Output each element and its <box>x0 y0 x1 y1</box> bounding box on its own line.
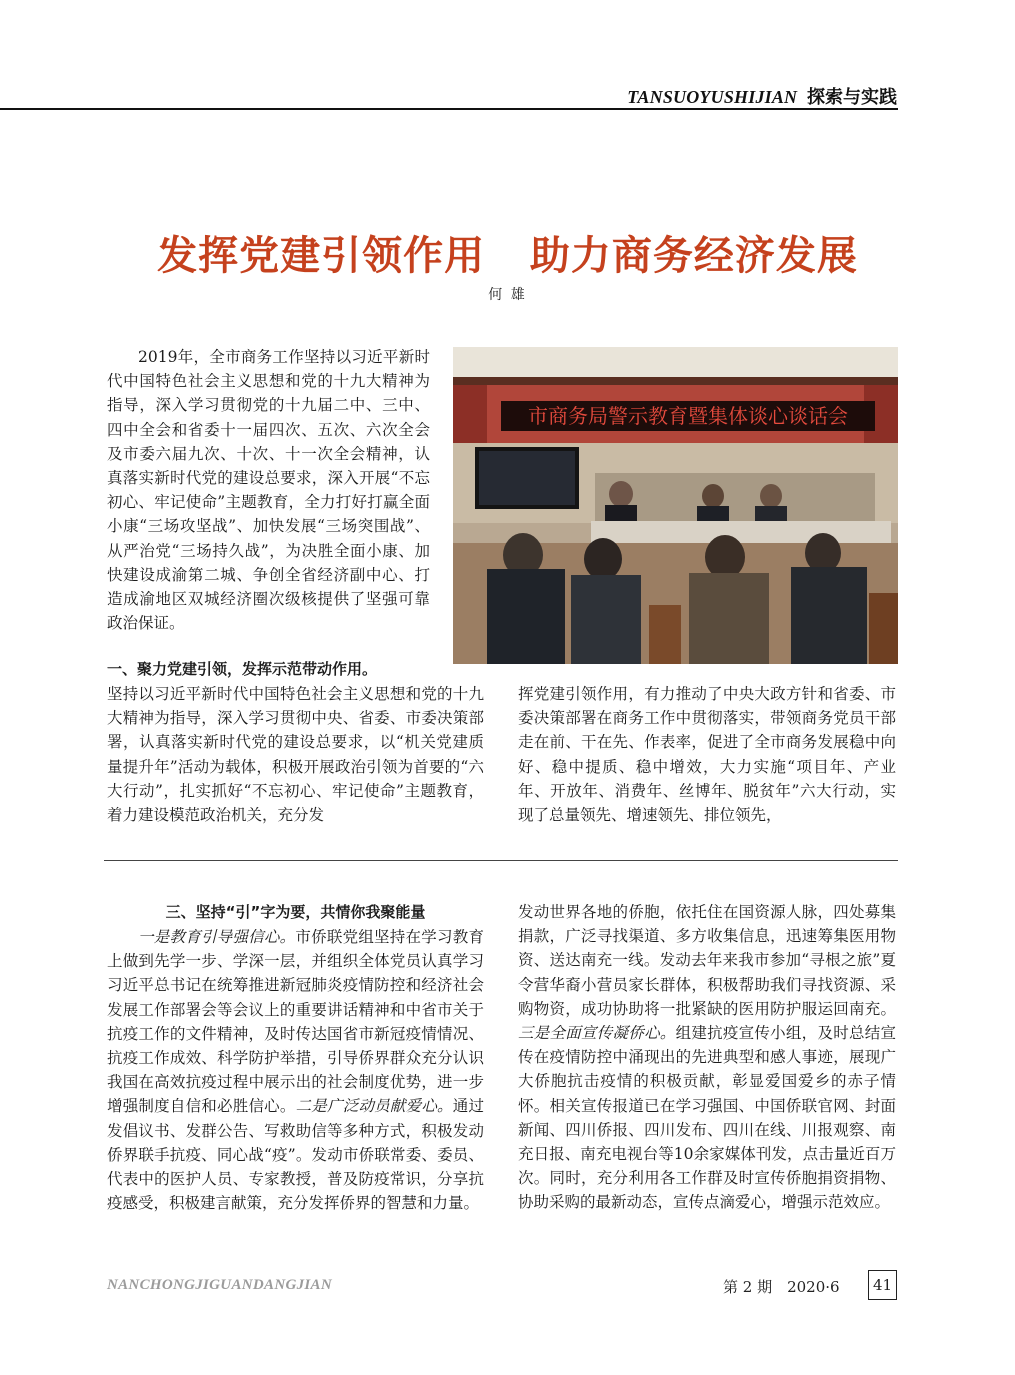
intro-paragraph <box>107 345 430 635</box>
footer-issue: 第 2 期 2020·6 <box>723 1278 840 1296</box>
article-title: 发挥党建引领作用 助力商务经济发展 <box>157 232 858 279</box>
section3-left-column <box>107 925 484 1215</box>
section3-right-column <box>518 900 896 1215</box>
section1-heading: 一、聚力党建引领，发挥示范带动作用。 <box>107 660 378 678</box>
section3-text-right: 发动世界各地的侨胞，依托住在国资源人脉，四处募集捐款，广泛寻找渠道、多方收集信息，迅速筹集医用物资、送达南充一线。发动去年来我市参加“寻根之旅”夏令营华裔小营员家长群体，积极帮助我们寻找资源、采购物资，成功协助将一批紧缺的医用防护服运回南充。 <box>518 903 896 1018</box>
section3-lead-2: 二是广泛动员献爱心。 <box>295 1097 453 1116</box>
section-divider <box>104 860 898 861</box>
header-english: TANSUOYUSHIJIAN <box>627 87 798 107</box>
page-number: 41 <box>868 1270 897 1300</box>
section1-left-column <box>107 682 484 827</box>
section1-right-text: 挥党建引领作用，有力推动了中央大政方针和省委、市委决策部署在商务工作中贯彻落实，带领商务党员干部走在前、干在先、作表率，促进了全市商务发展稳中向好、稳中提质、稳中增效，大力实施“项目年、产业年、开放年、消费年、丝博年、脱贫年”六大行动，实现了总量领先、增速领先、排位领先， <box>518 685 896 825</box>
running-header <box>627 83 897 109</box>
section3-paragraph-right <box>518 900 896 1215</box>
section3-heading: 三、坚持“引”字为要，共情你我聚能量 <box>165 903 426 921</box>
footer-journal-name: NANCHONGJIGUANDANGJIAN <box>107 1277 332 1293</box>
section3-lead-1: 一是教育引导强信心。 <box>138 928 296 946</box>
section3-lead-3: 三是全面宣传凝侨心。 <box>518 1024 676 1043</box>
section1-right-column <box>518 682 896 827</box>
section3-paragraph-1 <box>107 925 484 1215</box>
header-chinese: 探索与实践 <box>807 87 897 108</box>
intro-text: 2019年，全市商务工作坚持以习近平新时代中国特色社会主义思想和党的十九大精神为指导，深入学习贯彻党的十九届二中、三中、四中全会和省委十一届四次、五次、六次全会及市委六届九次、十次、十一次全会精神，认真落实新时代党的建设总要求，深入开展“不忘初心、牢记使命”主题教育，全力打好打赢全面小康“三场攻坚战”、加快发展“三场突围战”、从严治党“三场持久战”，为决胜全面小康、加快建设成渝第二城、争创全省经济副中心、打造成渝地区双城经济圈次级核提供了坚强可靠政治保证。 <box>107 348 430 633</box>
meeting-photo <box>453 347 898 664</box>
photo-banner-text: 市商务局警示教育暨集体谈心谈话会 <box>528 404 848 428</box>
section3-text-2: 通过发倡议书、发群公告、写救助信等多种方式，积极发动侨界联手抗疫、同心战“疫”。发动市侨联常委、委员、代表中的医护人员、专家教授，普及防疫常识，分享抗疫感受，积极建言献策，充分发挥侨界的智慧和力量。 <box>107 1097 484 1213</box>
article-author: 何 雄 <box>488 287 527 303</box>
header-rule <box>0 108 898 110</box>
section3-text-1: 市侨联党组坚持在学习教育上做到先学一步、学深一层，并组织全体党员认真学习习近平总书记在统筹推进新冠肺炎疫情防控和经济社会发展工作部署会等会议上的重要讲话精神和中省市关于抗疫工作的文件精神，及时传达国省市新冠疫情情况、抗疫工作成效、科学防护举措，引导侨界群众充分认识我国在高效抗疫过程中展示出的社会制度优势，进一步增强制度自信和必胜信心。 <box>107 928 484 1116</box>
section3-text-3: 组建抗疫宣传小组，及时总结宣传在疫情防控中涌现出的先进典型和感人事迹，展现广大侨胞抗击疫情的积极贡献，彰显爱国爱乡的赤子情怀。相关宣传报道已在学习强国、中国侨联官网、封面新闻、四川侨报、四川发布、四川在线、川报观察、南充日报、南充电视台等10余家媒体刊发，点击量近百万次。同时，充分利用各工作群及时宣传侨胞捐资捐物、协助采购的最新动态，宣传点滴爱心，增强示范效应。 <box>518 1024 896 1212</box>
section1-left-text: 坚持以习近平新时代中国特色社会主义思想和党的十九大精神为指导，深入学习贯彻中央、省委、市委决策部署，认真落实新时代党的建设总要求，以“机关党建质量提升年”活动为载体，积极开展政治引领为首要的“六大行动”，扎实抓好“不忘初心、牢记使命”主题教育，着力建设模范政治机关，充分发 <box>107 685 484 825</box>
